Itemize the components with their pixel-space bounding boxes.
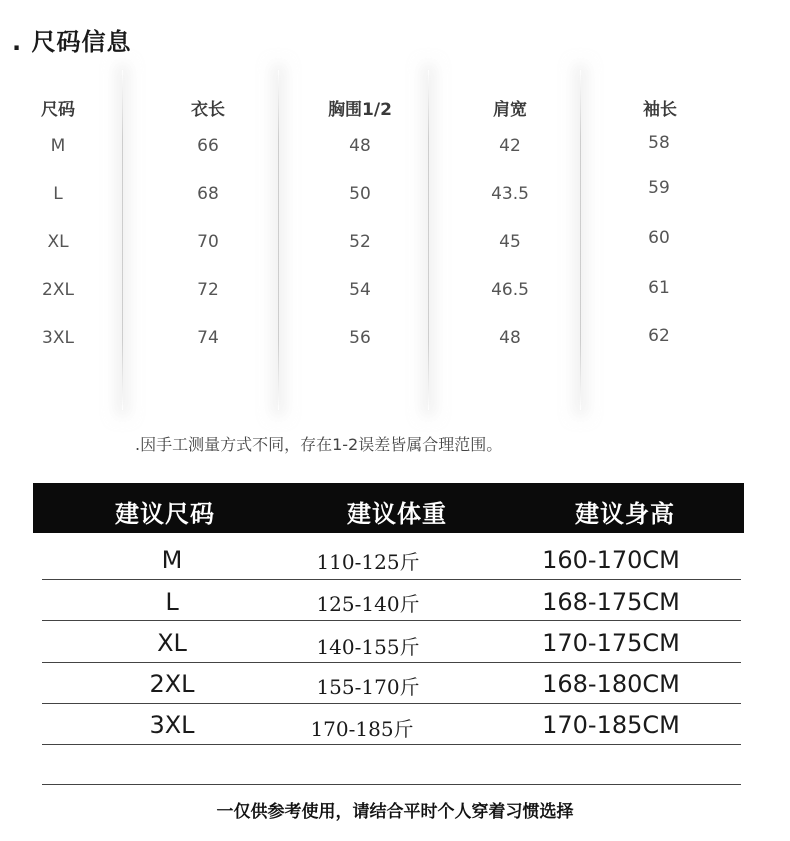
length-cell: 66	[197, 136, 219, 156]
measurement-note: .因手工测量方式不同，存在1-2误差皆属合理范围。	[135, 435, 503, 454]
header-recommended-height: 建议身高	[575, 500, 675, 528]
row-divider	[42, 579, 741, 580]
sleeve-cell: 58	[648, 133, 670, 153]
rec-height-cell: 160-170CM	[542, 546, 680, 574]
chest-cell: 50	[349, 184, 371, 204]
recommend-header-bar	[33, 483, 744, 533]
rec-weight-cell: 140-155斤	[316, 635, 420, 659]
header-shoulder: 肩宽	[493, 100, 527, 120]
rec-weight-cell: 110-125斤	[316, 550, 420, 574]
chest-cell: 52	[349, 232, 371, 252]
length-cell: 68	[197, 184, 219, 204]
shoulder-cell: 43.5	[491, 184, 529, 204]
row-divider	[42, 620, 741, 621]
rec-size-cell: 3XL	[149, 711, 195, 739]
row-divider	[42, 662, 741, 663]
shoulder-cell: 46.5	[491, 280, 529, 300]
size-cell: M	[50, 136, 66, 156]
length-cell: 72	[197, 280, 219, 300]
length-cell: 74	[197, 328, 219, 348]
page-title: . 尺码信息	[12, 28, 132, 56]
rec-height-cell: 168-175CM	[542, 588, 680, 616]
sleeve-cell: 61	[648, 278, 670, 298]
header-sleeve: 袖长	[643, 100, 677, 120]
column-divider	[428, 70, 429, 410]
rec-height-cell: 168-180CM	[542, 670, 680, 698]
header-recommended-weight: 建议体重	[347, 500, 447, 528]
rec-size-cell: L	[165, 588, 179, 616]
rec-height-cell: 170-185CM	[542, 711, 680, 739]
chest-cell: 54	[349, 280, 371, 300]
header-recommended-size: 建议尺码	[115, 500, 215, 528]
size-cell: XL	[47, 232, 69, 252]
rec-size-cell: XL	[157, 629, 187, 657]
header-chest: 胸围1/2	[328, 100, 392, 120]
sleeve-cell: 59	[648, 178, 670, 198]
column-divider	[122, 70, 123, 410]
shoulder-cell: 42	[499, 136, 521, 156]
rec-height-cell: 170-175CM	[542, 629, 680, 657]
size-cell: L	[53, 184, 63, 204]
header-size: 尺码	[41, 100, 75, 120]
column-divider	[580, 70, 581, 410]
sleeve-cell: 62	[648, 326, 670, 346]
table-bottom-line	[42, 784, 741, 785]
length-cell: 70	[197, 232, 219, 252]
sleeve-cell: 60	[648, 228, 670, 248]
rec-size-cell: M	[161, 546, 183, 574]
usage-note: 一仅供参考使用，请结合平时个人穿着习惯选择	[216, 802, 574, 822]
rec-weight-cell: 125-140斤	[316, 592, 420, 616]
rec-weight-cell: 170-185斤	[310, 717, 414, 741]
row-divider	[42, 703, 741, 704]
column-divider	[278, 70, 279, 410]
size-cell: 3XL	[42, 328, 74, 348]
rec-size-cell: 2XL	[149, 670, 195, 698]
chest-cell: 48	[349, 136, 371, 156]
shoulder-cell: 48	[499, 328, 521, 348]
shoulder-cell: 45	[499, 232, 521, 252]
row-divider	[42, 744, 741, 745]
size-cell: 2XL	[42, 280, 74, 300]
chest-cell: 56	[349, 328, 371, 348]
header-length: 衣长	[191, 100, 225, 120]
rec-weight-cell: 155-170斤	[316, 675, 420, 699]
